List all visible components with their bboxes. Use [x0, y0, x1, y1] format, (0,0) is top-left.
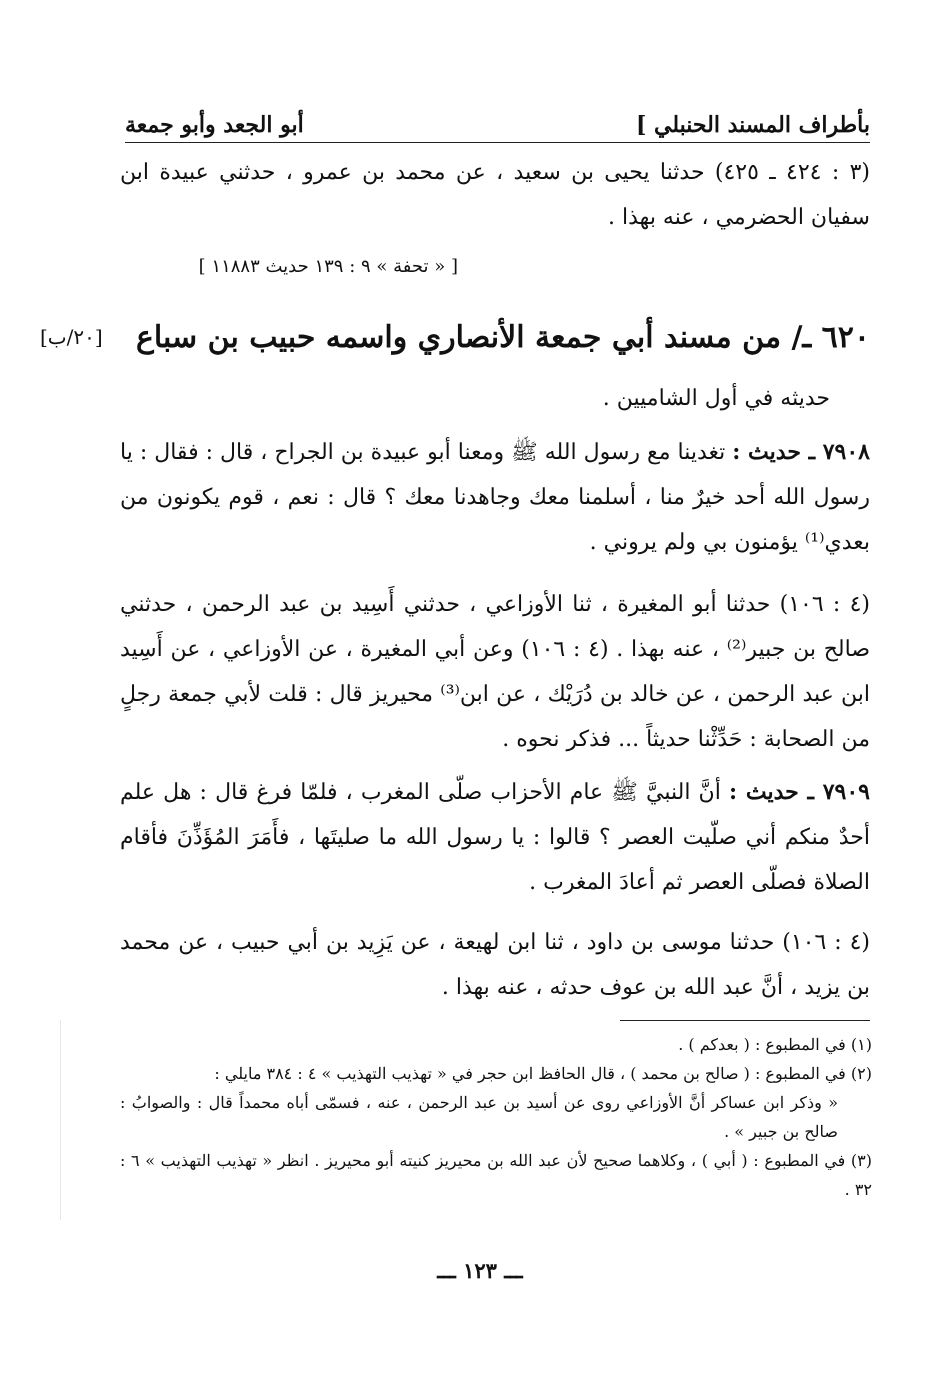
- isnad-7909: (٤ : ١٠٦) حدثنا موسى بن داود ، ثنا ابن لهيعة ، عن يَزِيد بن أبي حبيب ، عن محمد بن يزيد ، أنَّ عبد الله بن عوف حدثه ، عنه بهذا .: [120, 930, 870, 1000]
- musnad-intro: حديثه في أول الشاميين .: [602, 386, 830, 411]
- isnad-paragraph: (٣ : ٤٢٤ ـ ٤٢٥) حدثنا يحيى بن سعيد ، عن محمد بن عمرو ، حدثني عبيدة ابن سفيان الحضرمي ، عنه بهذا .: [120, 160, 871, 230]
- hadith-7908: [120, 430, 870, 565]
- footnote-1: (١) في المطبوع : ( بعدكم ) .: [678, 1035, 872, 1054]
- hadith-7908-number: ٧٩٠٨ ـ حديث :: [732, 439, 870, 465]
- footnote-2-quote: « وذكر ابن عساكر أنَّ الأوزاعي روى عن أسيد بن عبد الرحمن ، عنه ، فسمّى أباه محمداً قال : والصوابُ : صالح بن جبير » .: [120, 1093, 838, 1141]
- footnote-rule: [620, 1020, 870, 1021]
- hadith-7909-text: أنَّ النبيَّ ﷺ عام الأحزاب صلّى المغرب ، فلمّا فرغ قال : هل علم أحدٌ منكم أني صلّيت العصر ؟ قالوا : يا رسول الله ما صليتَها ، فأَمَرَ المُؤَذِّنَ فأقام الصلاة فصلّى العصر ثم أعادَ المغرب .: [120, 780, 870, 895]
- section-heading: [40, 312, 870, 362]
- hadith-7909: [120, 770, 870, 905]
- header-rule: [125, 142, 870, 143]
- header-right-title: بأطراف المسند الحنبلي ]: [635, 112, 870, 138]
- manuscript-folio-marker: [٢٠/ب]: [40, 325, 103, 349]
- footnotes: [120, 1030, 872, 1204]
- footnote-2: (٢) في المطبوع : ( صالح بن محمد ) ، قال الحافظ ابن حجر في « تهذيب التهذيب » ٤ : ٣٨٤ مايلي :: [214, 1064, 872, 1083]
- isnad-7908: (٤ : ١٠٦) حدثنا أبو المغيرة ، ثنا الأوزاعي ، حدثني أَسِيد بن عبد الرحمن ، حدثني صالح بن جبير⁽²⁾ ، عنه بهذا . (٤ : ١٠٦) وعن أبي المغيرة ، عن الأوزاعي ، عن أَسِيد ابن عبد الرحمن ، عن خالد بن دُرَيْك ، عن ابن⁽³⁾ محيريز قال : قلت لأبي جمعة رجلٍ من الصحابة : حَدِّثْنا حديثاً ... فذكر نحوه .: [120, 592, 870, 752]
- tohfa-reference: [ « تحفة » ٩ : ١٣٩ حديث ١١٨٨٣ ]: [198, 256, 458, 277]
- running-header: [125, 100, 870, 138]
- footnote-3: (٣) في المطبوع : ( أبي ) ، وكلاهما صحيح لأن عبد الله بن محيريز كنيته أبو محيريز . انظر « تهذيب التهذيب » ٦ : ٣٢ .: [120, 1151, 872, 1199]
- hadith-7909-number: ٧٩٠٩ ـ حديث :: [728, 779, 870, 805]
- scan-margin-line: [60, 1020, 61, 1220]
- header-left-title: أبو الجعد وأبو جمعة: [125, 112, 304, 138]
- hadith-7908-text: تغدينا مع رسول الله ﷺ ومعنا أبو عبيدة بن الجراح ، قال : فقال : يا رسول الله أحد خيرٌ منا ، أسلمنا معك وجاهدنا معك ؟ قال : نعم ، قوم يكونون من بعدي⁽¹⁾ يؤمنون بي ولم يروني .: [120, 440, 870, 555]
- page-number: ـــ ١٢٣ ـــ: [437, 1258, 523, 1283]
- section-title: ٦٢٠ ـ/ من مسند أبي جمعة الأنصاري واسمه حبيب بن سباع: [135, 319, 870, 355]
